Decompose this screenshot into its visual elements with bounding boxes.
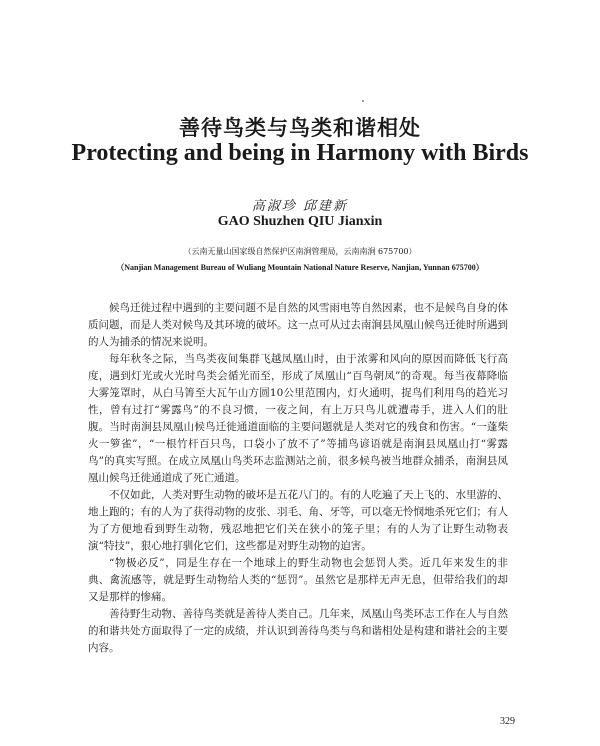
print-speck [362, 100, 364, 102]
page-number: 329 [500, 716, 515, 727]
paragraph-1: 候鸟迁徙过程中遇到的主要问题不是自然的风雪雨电等自然因素，也不是候鸟自身的体质问题，而是人类对候鸟及其环境的破坏。这一点可从过去南涧县凤凰山候鸟迁徙时所遇到的人为捕杀的情况来说明。 [88, 302, 508, 348]
article-body [88, 300, 508, 657]
affiliation-chinese: （云南无量山国家级自然保护区南涧管理局，云南南涧 675700） [183, 247, 417, 256]
paragraph-4: “物极必反”，同是生存在一个地球上的野生动物也会惩罚人类。近几年来发生的非典、禽流感等，就是野生动物给人类的“惩罚”。虽然它是那样无声无息，但带给我们的却又是那样的惨痛。 [88, 557, 508, 603]
paragraph-5: 善待野生动物、善待鸟类就是善待人类自己。几年来，凤凰山鸟类环志工作在人与自然的和谐共处方面取得了一定的成绩，并认识到善待鸟类与鸟和谐相处是构建和谐社会的主要内容。 [88, 608, 508, 654]
authors-english: GAO Shuzhen QIU Jianxin [217, 214, 383, 229]
authors-chinese: 高淑珍 邱建新 [251, 199, 349, 214]
title-english: Protecting and being in Harmony with Birds [71, 140, 529, 166]
paragraph-3: 不仅如此，人类对野生动物的破坏是五花八门的。有的人吃遍了天上飞的、水里游的、地上跑的；有的人为了获得动物的皮张、羽毛、角、牙等，可以毫无怜悯地杀死它们；有人为了方便地看到野生动物，残忍地把它们关在狭小的笼子里；有的人为了让野生动物表演“特技”，狠心地打驯化它们，这些都是对野生动物的迫害。 [88, 489, 508, 552]
paragraph-2: 每年秋冬之际，当鸟类夜间集群飞越凤凰山时，由于浓雾和风向的原因而降低飞行高度，遇到灯光或火光时鸟类会循光而至，形成了凤凰山“百鸟朝凤”的奇观。每当夜幕降临大雾笼罩时，从白马箐至大瓦午山方圆10公里范围内，灯火通明，捉鸟们利用鸟的趋光习性，曾有过打“雾露鸟”的不良习惯，一夜之间，有上万只鸟儿就遭毒手，进入人们的肚腹。当时南涧县凤凰山候鸟迁徙通道面临的主要问题就是人类对它的残食和伤害。“一蓬柴火一箩雀”，“一根竹杆百只鸟，口袋小了放不了”等捕鸟谚语就是南涧县凤凰山打“雾露鸟”的真实写照。在成立凤凰山鸟类环志监测站之前，很多候鸟被当地群众捕杀，南涧县凤凰山候鸟迁徙通道成了死亡通道。 [88, 353, 508, 484]
affiliation-english: （Nanjian Management Bureau of Wuliang Mountain National Nature Reserve, Nanjian, Yunnan 675700） [116, 263, 484, 272]
title-chinese: 善待鸟类与鸟类和谐相处 [179, 115, 421, 140]
